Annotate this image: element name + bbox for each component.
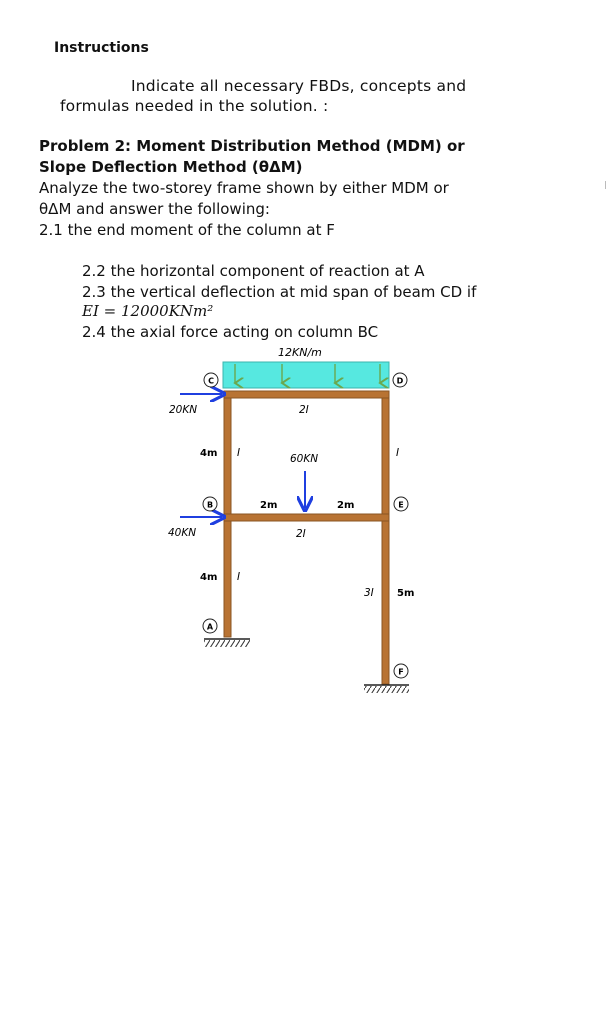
col-upper-left-inertia: I [237, 447, 241, 459]
span-left-length: 2m [260, 500, 278, 511]
support-a-hatch [204, 640, 250, 647]
svg-text:D: D [396, 376, 404, 386]
node-e [394, 497, 408, 511]
problem-intro-2: θΔM and answer the following: [39, 200, 270, 218]
svg-text:B: B [206, 500, 214, 510]
node-c [204, 373, 218, 387]
svg-text:A: A [206, 622, 214, 632]
question-2-2: 2.2 the horizontal component of reaction at A [82, 262, 425, 280]
col-lower-left-inertia: I [237, 571, 241, 583]
ei-value: EI = 12000KNm² [82, 302, 214, 320]
load-mid-label: 40KN [168, 527, 197, 539]
svg-text:C: C [208, 376, 214, 386]
node-d [393, 373, 407, 387]
question-2-4: 2.4 the axial force acting on column BC [82, 323, 379, 341]
udl-block [223, 362, 389, 388]
col-lower-right-inertia: 3I [364, 587, 374, 599]
col-upper-right-inertia: I [396, 447, 400, 459]
instructions-heading: Instructions [54, 40, 149, 56]
instructions-line-1: Indicate all necessary FBDs, concepts and [131, 77, 467, 95]
beam-top-inertia: 2I [299, 404, 309, 416]
node-a [203, 619, 217, 633]
column-right [382, 391, 389, 684]
col-lower-right-length: 5m [397, 588, 415, 599]
problem-intro-1: Analyze the two-storey frame shown by either MDM or [39, 179, 449, 197]
problem-subtitle: Slope Deflection Method (θΔM) [39, 158, 303, 176]
beam-be [224, 514, 389, 521]
node-b [203, 497, 217, 511]
svg-text:F: F [398, 667, 404, 677]
instructions-line-2: formulas needed in the solution. : [60, 97, 329, 115]
beam-cd [224, 391, 389, 398]
col-upper-left-length: 4m [200, 448, 218, 459]
svg-text:E: E [398, 500, 404, 510]
beam-mid-inertia: 2I [296, 528, 306, 540]
udl-label: 12KN/m [278, 346, 322, 359]
load-top-label: 20KN [169, 404, 198, 416]
support-f-hatch [364, 686, 409, 693]
point-load-label: 60KN [290, 453, 319, 465]
problem-title: Problem 2: Moment Distribution Method (MDM) or [39, 137, 465, 155]
col-lower-left-length: 4m [200, 572, 218, 583]
question-2-1: 2.1 the end moment of the column at F [39, 221, 335, 239]
span-right-length: 2m [337, 500, 355, 511]
node-f [394, 664, 408, 678]
question-2-3: 2.3 the vertical deflection at mid span of beam CD if [82, 283, 477, 301]
